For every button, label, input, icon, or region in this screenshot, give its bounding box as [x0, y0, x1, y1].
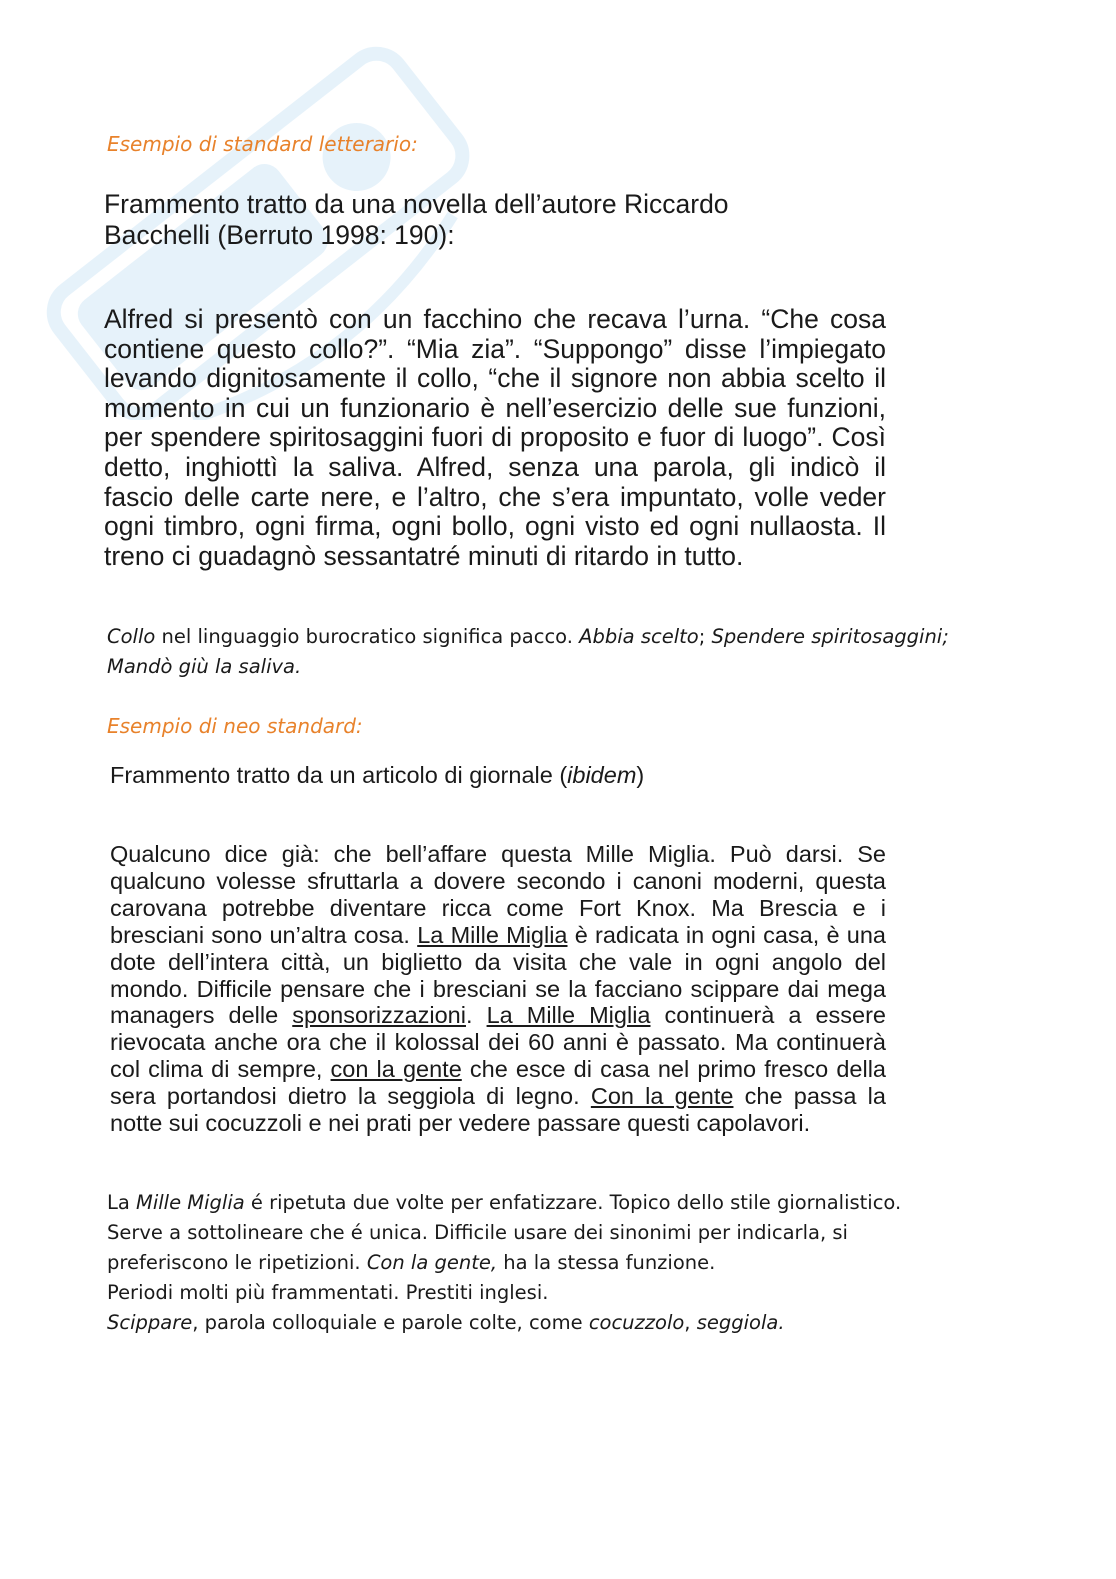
underlined-phrase: La Mille Miglia [417, 921, 568, 948]
literary-intro: Frammento tratto da una novella dell’autore Riccardo Bacchelli (Berruto 1998: 190): [104, 189, 729, 250]
note-line: Serve a sottolineare che é unica. Difficile usare dei sinonimi per indicarla, si preferiscono le ripetizioni. Con la gente, ha la stessa funzione. [107, 1221, 848, 1274]
note-term: Abbia scelto [579, 625, 699, 648]
section-heading-neo-standard: Esempio di neo standard: [107, 714, 363, 738]
underlined-phrase: sponsorizzazioni [292, 1002, 466, 1029]
note-line: La Mille Miglia é ripetuta due volte per enfatizzare. Topico dello stile giornalistico. [107, 1191, 902, 1214]
neo-standard-quote: Qualcuno dice già: che bell’affare questa Mille Miglia. Può darsi. Se qualcuno volesse sfruttarla a dovere secondo i canoni moderni, questa carovana potrebbe diventare ricca come Fort Knox. Ma Brescia e i bresciani sono un’altra cosa. La Mille Miglia è radicata in ogni casa, è una dote dell’intera città, un biglietto da visita che vale in ogni angolo del mondo. Difficile pensare che i bresciani se la facciano scippare dai mega managers delle sponsorizzazioni. La Mille Miglia continuerà a essere rievocata anche ora che il kolossal dei 60 anni è passato. Ma continuerà col clima di sempre, con la gente che esce di casa nel primo fresco della sera portandosi dietro la seggiola di legno. Con la gente che passa la notte sui cocuzzoli e nei prati per vedere passare questi capolavori. [110, 841, 886, 1137]
literary-quote: Alfred si presentò con un facchino che recava l’urna. “Che cosa contiene questo collo?”. “Mia zia”. “Suppongo” disse l’impiegato levando dignitosamente il collo, “che il signore non abbia scelto il momento in cui un funzionario è nell’esercizio delle sue funzioni, per spendere spiritosaggini fuori di proposito e fuor di luogo”. Così detto, inghiottì la saliva. Alfred, senza una parola, gli indicò il fascio delle carte nere, e l’altro, che s’era impuntato, volle veder ogni timbro, ogni firma, ogni bollo, ogni visto ed ogni nullaosta. Il treno ci guadagnò sessantatré minuti di ritardo in tutto. [104, 304, 886, 571]
note-line: Scippare, parola colloquiale e parole colte, come cocuzzolo, seggiola. [107, 1311, 785, 1334]
underlined-phrase: con la gente [330, 1056, 462, 1083]
note-term: Collo [107, 625, 156, 648]
neo-standard-intro: Frammento tratto da un articolo di giornale (ibidem) [110, 762, 645, 788]
note-line: Periodi molti più frammentati. Prestiti inglesi. [107, 1281, 549, 1304]
underlined-phrase: La Mille Miglia [486, 1002, 651, 1029]
underlined-phrase: Con la gente [590, 1083, 734, 1110]
note-term: Spendere spiritosaggini; Mandò giù la saliva. [107, 625, 949, 678]
neo-standard-notes [107, 1188, 967, 1338]
section-heading-literary: Esempio di standard letterario: [107, 132, 418, 156]
literary-note: Collo nel linguaggio burocratico significa pacco. Abbia scelto; Spendere spiritosaggini; Mandò giù la saliva. [107, 625, 949, 678]
